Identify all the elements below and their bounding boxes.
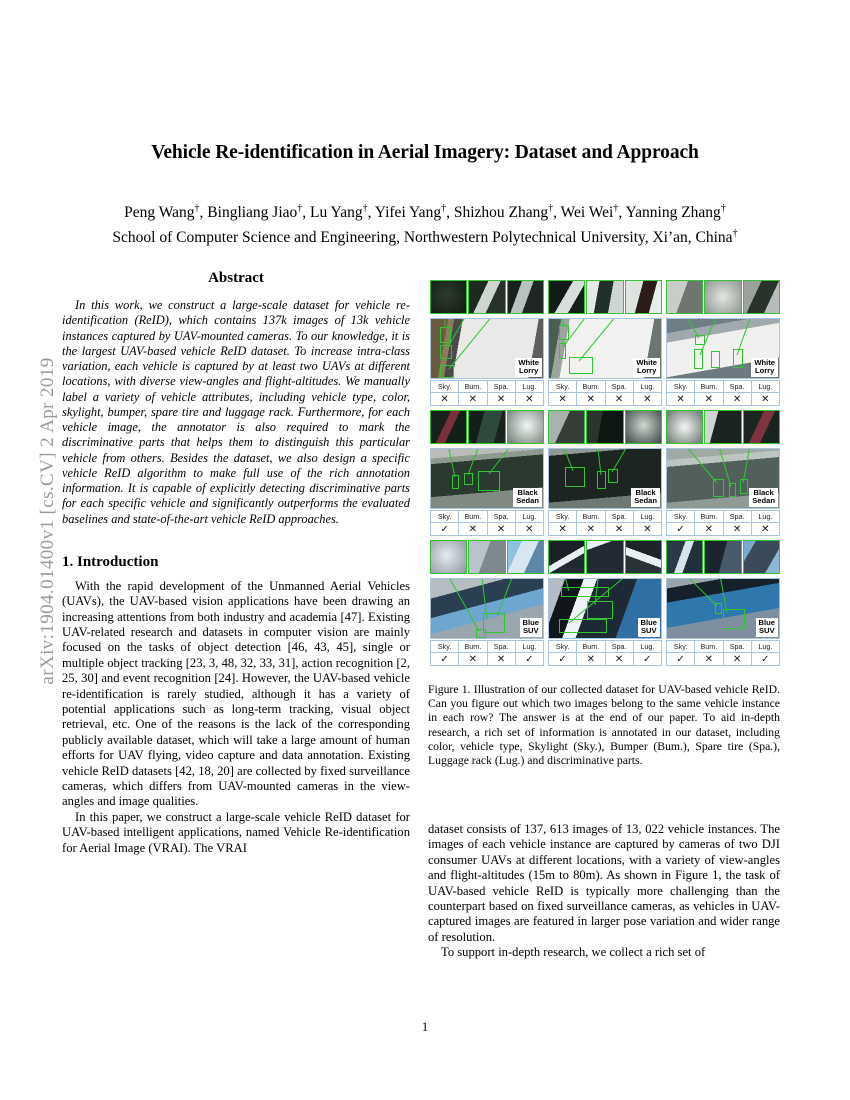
attribute-value-row — [667, 523, 780, 536]
discriminative-patch — [548, 410, 585, 444]
discriminative-patch — [704, 280, 741, 314]
patch-image — [705, 281, 740, 313]
patch-image — [587, 281, 622, 313]
discriminative-part-box — [440, 327, 451, 343]
discriminative-patch — [704, 540, 741, 574]
figure-cell — [548, 280, 662, 406]
badge-type-label: Sedan — [752, 496, 775, 506]
attribute-header-cell: Bum. — [695, 381, 723, 393]
attribute-cross-icon: ✕ — [487, 393, 515, 406]
attribute-header-cell: Lug. — [515, 511, 543, 523]
vehicle-type-badge — [751, 358, 778, 377]
vehicle-image — [548, 318, 662, 379]
discriminative-patch-strip — [430, 280, 544, 314]
patch-image — [667, 541, 702, 573]
discriminative-patch-strip — [548, 410, 662, 444]
badge-color-label: Black — [635, 487, 656, 497]
attribute-cross-icon: ✕ — [605, 653, 633, 666]
attribute-value-row — [431, 393, 544, 406]
attribute-header-cell: Sky. — [667, 641, 695, 653]
vehicle-type-badge — [756, 618, 778, 637]
attribute-cross-icon: ✕ — [633, 523, 661, 536]
attribute-check-icon: ✓ — [431, 523, 459, 536]
discriminative-patch-strip — [666, 410, 780, 444]
figure-cell — [666, 540, 780, 666]
figure-cell — [430, 280, 544, 406]
attribute-table — [430, 510, 544, 536]
attribute-header-row — [431, 511, 544, 523]
discriminative-part-box — [559, 343, 566, 359]
attribute-cross-icon: ✕ — [549, 523, 577, 536]
vehicle-image — [666, 578, 780, 639]
attribute-cross-icon: ✕ — [459, 653, 487, 666]
discriminative-patch — [625, 410, 662, 444]
discriminative-patch — [430, 280, 467, 314]
patch-image — [508, 281, 543, 313]
attribute-cross-icon: ✕ — [723, 653, 751, 666]
figure-row — [430, 410, 780, 536]
discriminative-part-box — [559, 619, 607, 633]
discriminative-patch — [666, 540, 703, 574]
figure-grid — [430, 280, 780, 666]
discriminative-patch — [468, 540, 505, 574]
figure-cell — [430, 410, 544, 536]
patch-image — [431, 281, 466, 313]
badge-color-label: White — [518, 357, 539, 367]
vehicle-type-badge — [520, 618, 542, 637]
attribute-cross-icon: ✕ — [431, 393, 459, 406]
discriminative-patch — [468, 410, 505, 444]
attribute-header-row — [667, 511, 780, 523]
patch-image — [744, 411, 779, 443]
badge-color-label: White — [636, 357, 657, 367]
attribute-cross-icon: ✕ — [487, 653, 515, 666]
attribute-value-row — [667, 653, 780, 666]
patch-image — [549, 411, 584, 443]
attribute-header-cell: Spa. — [723, 511, 751, 523]
attribute-table — [548, 380, 662, 406]
patch-image — [626, 411, 661, 443]
attribute-check-icon: ✓ — [667, 523, 695, 536]
discriminative-part-box — [740, 479, 748, 494]
attribute-header-cell: Spa. — [723, 641, 751, 653]
discriminative-part-box — [452, 475, 459, 489]
attribute-header-cell: Spa. — [487, 641, 515, 653]
attribute-header-cell: Sky. — [549, 641, 577, 653]
figure-row — [430, 280, 780, 406]
attribute-header-cell: Lug. — [751, 511, 779, 523]
arxiv-stamp: arXiv:1904.01400v1 [cs.CV] 2 Apr 2019 — [37, 357, 58, 685]
discriminative-part-box — [608, 469, 618, 483]
badge-color-label: Black — [517, 487, 538, 497]
attribute-cross-icon: ✕ — [459, 393, 487, 406]
figure-1-caption: Figure 1. Illustration of our collected dataset for UAV-based vehicle ReID. Can you figure out which two images belong to the same vehicle instance in each row? The answer is at the end of our paper. To aid in-depth research, a rich set of information is annotated in our dataset, including color, vehicle type, Skylight (Sky.), Bumper (Bum.), Spare tire (Spa.), Luggage rack (Lug.) and discriminative parts. — [428, 683, 780, 768]
discriminative-patch — [625, 540, 662, 574]
figure-1-caption-wrap — [428, 683, 780, 768]
attribute-table — [430, 380, 544, 406]
attribute-header-cell: Sky. — [431, 381, 459, 393]
attribute-table — [548, 640, 662, 666]
discriminative-patch — [743, 540, 780, 574]
discriminative-part-box — [587, 601, 613, 619]
attribute-cross-icon: ✕ — [549, 393, 577, 406]
intro-paragraph-1: With the rapid development of the Unmanned Aerial Vehicles (UAVs), the UAV-based vision applications have been drawing an increasing attentions from both industry and academia [47]. Existing UAV-related research and datasets in computer vision are mainly focused on the tasks of object detection [46, 43, 45], single or multiple object tracking [23, 3, 48, 32, 33, 31], action recognition [2, 25, 30] and event recognition [24]. However, the UAV-based vehicle re-identification is rarely studied, although it has a variety of potential applications such as long-term tracking, visual object retrieval, etc. One of the reasons is the lack of the corresponding publicly available dataset, which will take a large amount of human efforts for UAV flying, video capture and data annotation. Existing vehicle ReID datasets [42, 18, 20] are collected by fixed surveillance cameras, which differs from UAV-mounted cameras in the view-angles and image qualities. — [62, 578, 410, 809]
discriminative-part-box — [695, 335, 705, 345]
attribute-value-row — [667, 393, 780, 406]
attribute-header-cell: Lug. — [633, 641, 661, 653]
patch-image — [626, 281, 661, 313]
vehicle-type-badge — [631, 488, 660, 507]
attribute-header-cell: Spa. — [605, 381, 633, 393]
left-column — [62, 270, 410, 856]
attribute-table — [430, 640, 544, 666]
discriminative-patch — [430, 410, 467, 444]
attribute-header-cell: Bum. — [577, 641, 605, 653]
discriminative-part-box — [711, 351, 720, 368]
patch-image — [431, 411, 466, 443]
vehicle-type-badge — [749, 488, 778, 507]
discriminative-part-box — [565, 467, 585, 487]
attribute-cross-icon: ✕ — [515, 393, 543, 406]
attribute-header-cell: Spa. — [605, 511, 633, 523]
badge-type-label: Lorry — [636, 366, 657, 376]
patch-image — [587, 411, 622, 443]
attribute-cross-icon: ✕ — [487, 523, 515, 536]
discriminative-part-box — [483, 613, 505, 633]
attribute-cross-icon: ✕ — [577, 523, 605, 536]
vehicle-type-badge — [513, 488, 542, 507]
discriminative-patch — [666, 280, 703, 314]
figure-row — [430, 540, 780, 666]
attribute-check-icon: ✓ — [431, 653, 459, 666]
badge-type-label: SUV — [522, 626, 539, 636]
vehicle-type-badge — [638, 618, 660, 637]
attribute-cross-icon: ✕ — [751, 523, 779, 536]
attribute-cross-icon: ✕ — [577, 393, 605, 406]
attribute-header-cell: Bum. — [695, 641, 723, 653]
discriminative-part-box — [733, 349, 743, 368]
author-names: Peng Wang†, Bingliang Jiao†, Lu Yang†, Yifei Yang†, Shizhou Zhang†, Wei Wei†, Yanning Zhang† — [124, 203, 726, 222]
patch-image — [508, 541, 543, 573]
attribute-cross-icon: ✕ — [667, 393, 695, 406]
patch-image — [705, 411, 740, 443]
attribute-header-cell: Sky. — [431, 641, 459, 653]
attribute-header-cell: Bum. — [577, 381, 605, 393]
attribute-header-cell: Bum. — [459, 381, 487, 393]
attribute-header-cell: Lug. — [633, 511, 661, 523]
attribute-header-cell: Sky. — [549, 511, 577, 523]
attribute-value-row — [431, 653, 544, 666]
page-title: Vehicle Re-identification in Aerial Imagery: Dataset and Approach — [151, 142, 699, 163]
discriminative-part-box — [713, 479, 724, 497]
patch-image — [469, 281, 504, 313]
section-heading-introduction: 1. Introduction — [62, 553, 159, 570]
discriminative-patch-strip — [666, 280, 780, 314]
patch-image — [587, 541, 622, 573]
intro-paragraph-2: In this paper, we construct a large-scale vehicle ReID dataset for UAV-based intelligent applications, named Vehicle Re-identification for Aerial Image (VRAI). The VRAI — [62, 809, 410, 855]
attribute-header-cell: Bum. — [459, 641, 487, 653]
attribute-cross-icon: ✕ — [605, 523, 633, 536]
discriminative-patch — [507, 540, 544, 574]
attribute-header-cell: Bum. — [577, 511, 605, 523]
discriminative-part-box — [597, 471, 606, 489]
attribute-header-cell: Spa. — [487, 381, 515, 393]
vehicle-image — [666, 318, 780, 379]
badge-type-label: Sedan — [634, 496, 657, 506]
badge-color-label: Blue — [522, 617, 539, 627]
discriminative-part-box — [723, 609, 745, 629]
attribute-cross-icon: ✕ — [633, 393, 661, 406]
figure-cell — [666, 410, 780, 536]
attribute-header-cell: Sky. — [667, 511, 695, 523]
vehicle-image — [548, 578, 662, 639]
discriminative-part-box — [694, 349, 703, 369]
discriminative-part-box — [729, 483, 736, 497]
attribute-check-icon: ✓ — [633, 653, 661, 666]
discriminative-patch — [548, 280, 585, 314]
intro-paragraph-3: dataset consists of 137, 613 images of 13, 022 vehicle instances. The images of each vehicle instance are captured by cameras of two DJI consumer UAVs at different locations, with a variety of view-angles and flight-altitudes (15m to 80m). As shown in Figure 1, the task of UAV-based vehicle ReID is typically more challenging than the counterpart based on fixed surveillance cameras, as vehicles in UAV-captured images are featured in larger pose variation and wider range of resolution. — [428, 822, 780, 944]
attribute-header-cell: Spa. — [723, 381, 751, 393]
vehicle-type-badge — [515, 358, 542, 377]
discriminative-patch-strip — [548, 540, 662, 574]
badge-color-label: Blue — [758, 617, 775, 627]
abstract-heading: Abstract — [208, 270, 264, 286]
attribute-cross-icon: ✕ — [515, 523, 543, 536]
attribute-header-cell: Lug. — [633, 381, 661, 393]
discriminative-patch — [704, 410, 741, 444]
discriminative-patch — [507, 410, 544, 444]
discriminative-patch — [625, 280, 662, 314]
attribute-header-cell: Bum. — [695, 511, 723, 523]
figure-cell — [548, 410, 662, 536]
attribute-cross-icon: ✕ — [695, 393, 723, 406]
attribute-table — [666, 640, 780, 666]
patch-image — [469, 411, 504, 443]
discriminative-part-box — [569, 357, 593, 374]
discriminative-patch — [586, 410, 623, 444]
badge-type-label: SUV — [758, 626, 775, 636]
attribute-header-cell: Sky. — [667, 381, 695, 393]
discriminative-patch — [430, 540, 467, 574]
discriminative-patch — [743, 410, 780, 444]
discriminative-patch — [586, 280, 623, 314]
discriminative-patch-strip — [548, 280, 662, 314]
page-number: 1 — [421, 1020, 429, 1034]
patch-image — [469, 541, 504, 573]
discriminative-patch — [666, 410, 703, 444]
attribute-header-cell: Sky. — [549, 381, 577, 393]
intro-paragraph-4: To support in-depth research, we collect a rich set of — [441, 945, 706, 960]
attribute-cross-icon: ✕ — [695, 523, 723, 536]
patch-image — [549, 541, 584, 573]
attribute-table — [548, 510, 662, 536]
attribute-table — [666, 510, 780, 536]
attribute-cross-icon: ✕ — [751, 393, 779, 406]
attribute-check-icon: ✓ — [751, 653, 779, 666]
badge-type-label: Sedan — [516, 496, 539, 506]
attribute-cross-icon: ✕ — [695, 653, 723, 666]
attribute-cross-icon: ✕ — [723, 393, 751, 406]
attribute-check-icon: ✓ — [549, 653, 577, 666]
discriminative-patch-strip — [666, 540, 780, 574]
discriminative-patch-strip — [430, 540, 544, 574]
discriminative-patch — [507, 280, 544, 314]
attribute-header-cell: Lug. — [751, 641, 779, 653]
badge-color-label: Black — [753, 487, 774, 497]
right-column — [428, 822, 780, 961]
attribute-header-cell: Lug. — [515, 381, 543, 393]
attribute-header-cell: Sky. — [431, 511, 459, 523]
patch-image — [549, 281, 584, 313]
patch-image — [667, 281, 702, 313]
patch-image — [431, 541, 466, 573]
patch-image — [744, 541, 779, 573]
discriminative-patch-strip — [430, 410, 544, 444]
attribute-header-row — [667, 381, 780, 393]
vehicle-image — [430, 318, 544, 379]
discriminative-part-box — [464, 473, 473, 485]
badge-type-label: SUV — [640, 626, 657, 636]
vehicle-image — [430, 578, 544, 639]
attribute-value-row — [549, 523, 662, 536]
attribute-header-cell: Bum. — [459, 511, 487, 523]
attribute-cross-icon: ✕ — [605, 393, 633, 406]
attribute-table — [666, 380, 780, 406]
patch-image — [744, 281, 779, 313]
abstract-text: In this work, we construct a large-scale dataset for vehicle re-identification (ReID), which contains 137k images of 13k vehicle instances captured by UAV-mounted cameras. To our knowledge, it is the largest UAV-based vehicle ReID dataset. To increase intra-class variation, each vehicle is captured by at least two UAVs at different locations, with diverse view-angles and flight-altitudes. We manually label a variety of vehicle attributes, including vehicle type, color, skylight, bumper, spare tire and luggage rack. Furthermore, for each vehicle image, the annotator is also required to mark the discriminative parts that helps them to distinguish this particular vehicle from others. Besides the dataset, we also design a specific vehicle ReID algorithm to make full use of the rich annotation information. It is capable of explicitly detecting discriminative parts for each specific vehicle and significantly outperforms the evaluated baselines and state-of-the-art vehicle ReID approaches. — [62, 298, 410, 526]
attribute-value-row — [549, 653, 662, 666]
attribute-header-row — [549, 641, 662, 653]
discriminative-part-box — [440, 345, 452, 359]
attribute-header-cell: Spa. — [605, 641, 633, 653]
badge-color-label: Blue — [640, 617, 657, 627]
patch-image — [508, 411, 543, 443]
attribute-header-row — [431, 641, 544, 653]
discriminative-patch — [586, 540, 623, 574]
attribute-header-cell: Spa. — [487, 511, 515, 523]
attribute-header-row — [431, 381, 544, 393]
figure-cell — [548, 540, 662, 666]
discriminative-part-box — [561, 587, 609, 597]
vehicle-image — [430, 448, 544, 509]
badge-type-label: Lorry — [754, 366, 775, 376]
attribute-cross-icon: ✕ — [459, 523, 487, 536]
attribute-check-icon: ✓ — [515, 653, 543, 666]
vehicle-image — [548, 448, 662, 509]
attribute-header-cell: Lug. — [751, 381, 779, 393]
attribute-header-row — [667, 641, 780, 653]
attribute-header-row — [549, 511, 662, 523]
attribute-check-icon: ✓ — [667, 653, 695, 666]
discriminative-part-box — [715, 603, 722, 614]
figure-cell — [666, 280, 780, 406]
attribute-header-cell: Lug. — [515, 641, 543, 653]
discriminative-part-box — [478, 471, 500, 491]
vehicle-type-badge — [633, 358, 660, 377]
attribute-cross-icon: ✕ — [723, 523, 751, 536]
author-block — [62, 198, 788, 248]
discriminative-patch — [548, 540, 585, 574]
attribute-cross-icon: ✕ — [577, 653, 605, 666]
patch-image — [626, 541, 661, 573]
attribute-value-row — [549, 393, 662, 406]
discriminative-patch — [743, 280, 780, 314]
badge-type-label: Lorry — [518, 366, 539, 376]
discriminative-patch — [468, 280, 505, 314]
patch-image — [705, 541, 740, 573]
vehicle-image — [666, 448, 780, 509]
attribute-header-row — [549, 381, 662, 393]
patch-image — [667, 411, 702, 443]
badge-color-label: White — [754, 357, 775, 367]
discriminative-part-box — [559, 325, 569, 340]
discriminative-part-box — [440, 365, 454, 378]
attribute-value-row — [431, 523, 544, 536]
figure-1 — [430, 280, 780, 666]
author-affiliation: School of Computer Science and Engineering, Northwestern Polytechnical University, Xi’an, China† — [112, 228, 738, 247]
figure-cell — [430, 540, 544, 666]
